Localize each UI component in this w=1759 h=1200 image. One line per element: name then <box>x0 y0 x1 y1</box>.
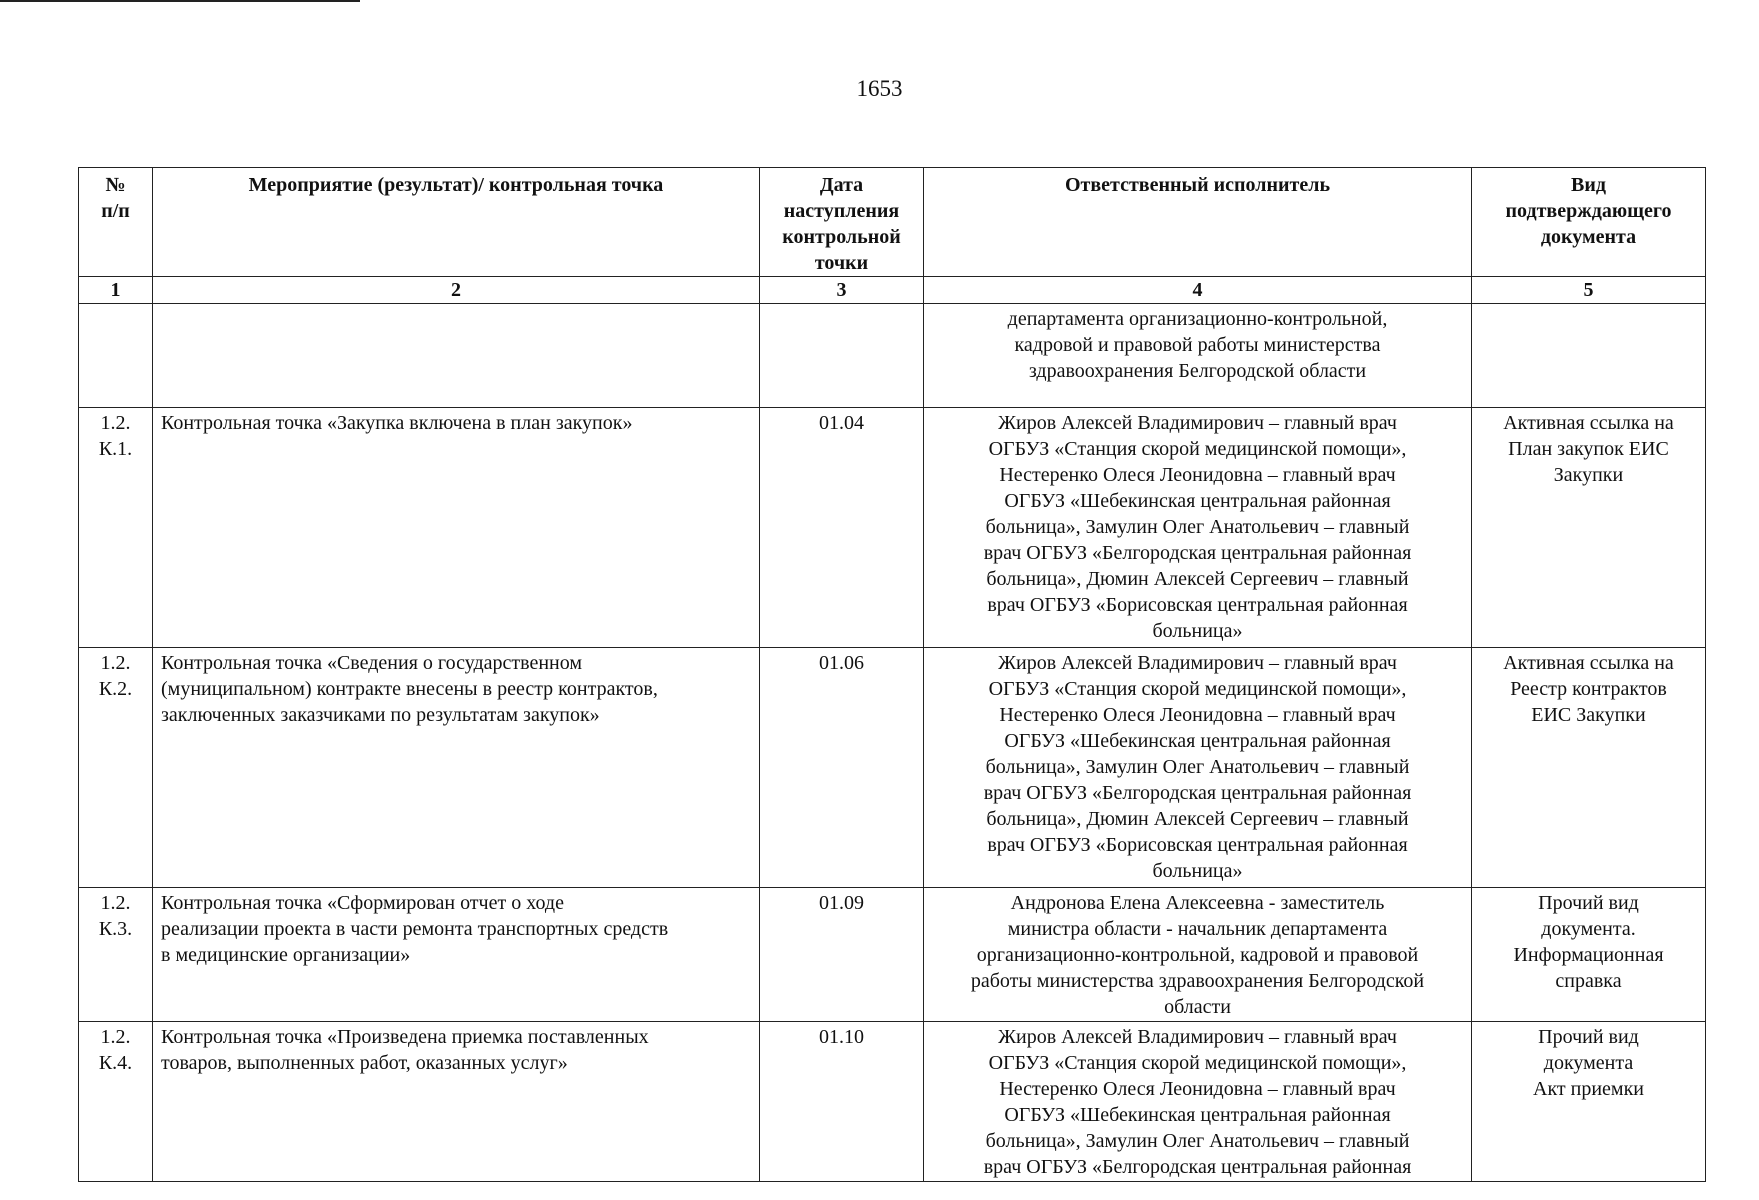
document-line: Реестр контрактов <box>1510 678 1667 700</box>
header-row <box>79 168 1706 277</box>
responsible-line: больница», Замулин Олег Анатольевич – главный <box>985 756 1410 778</box>
document-line: Акт приемки <box>1533 1078 1644 1100</box>
cell-date <box>760 304 924 408</box>
header-date <box>760 168 924 277</box>
responsible-line: больница», Дюмин Алексей Сергеевич – главный <box>986 808 1409 830</box>
cell-responsible <box>924 648 1472 888</box>
document-line: Активная ссылка на <box>1503 652 1674 674</box>
cell-date: 01.10 <box>760 1022 924 1182</box>
responsible-line: области <box>1164 996 1231 1018</box>
document-line: ЕИС Закупки <box>1531 704 1646 726</box>
responsible-line: врач ОГБУЗ «Белгородская центральная районная <box>983 542 1412 564</box>
top-rule <box>0 0 360 2</box>
responsible-line: Нестеренко Олеся Леонидовна – главный врач <box>999 704 1396 726</box>
header-date-line: Дата <box>819 174 864 196</box>
document-line: Активная ссылка на <box>1503 412 1674 434</box>
num-line: К.2. <box>98 678 133 700</box>
event-line: Контрольная точка «Сформирован отчет о ходе <box>161 892 564 914</box>
cell-event <box>153 888 760 1022</box>
cell-document <box>1472 304 1706 408</box>
cell-responsible <box>924 1022 1472 1182</box>
header-date-line: точки <box>814 252 869 274</box>
event-line: (муниципальном) контракте внесены в реестр контрактов, <box>161 678 658 700</box>
cell-num <box>79 648 153 888</box>
responsible-line: департамента организационно-контрольной, <box>1007 308 1388 330</box>
cell-date: 01.04 <box>760 408 924 648</box>
document-line: Прочий вид <box>1538 892 1639 914</box>
responsible-line: врач ОГБУЗ «Белгородская центральная районная <box>983 1156 1412 1178</box>
responsible-line: больница», Замулин Олег Анатольевич – главный <box>985 1130 1410 1152</box>
header-document-line: документа <box>1540 226 1637 248</box>
column-number: 4 <box>924 277 1472 304</box>
responsible-line: врач ОГБУЗ «Борисовская центральная районная <box>987 594 1408 616</box>
responsible-line: кадровой и правовой работы министерства <box>1014 334 1381 356</box>
responsible-line: больница», Дюмин Алексей Сергеевич – главный <box>986 568 1409 590</box>
cell-num <box>79 1022 153 1182</box>
column-number: 5 <box>1472 277 1706 304</box>
table-row <box>79 1022 1706 1182</box>
responsible-line: больница», Замулин Олег Анатольевич – главный <box>985 516 1410 538</box>
header-num-line: п/п <box>101 200 130 222</box>
responsible-line: организационно-контрольной, кадровой и правовой <box>976 944 1419 966</box>
cell-document <box>1472 888 1706 1022</box>
header-event: Мероприятие (результат)/ контрольная точка <box>153 168 760 277</box>
responsible-line: работы министерства здравоохранения Белгородской <box>970 970 1425 992</box>
num-line: 1.2. <box>100 652 131 674</box>
responsible-line: ОГБУЗ «Станция скорой медицинской помощи», <box>988 1052 1407 1074</box>
event-line: заключенных заказчиками по результатам закупок» <box>161 704 600 726</box>
column-number-row <box>79 277 1706 304</box>
table-row <box>79 648 1706 888</box>
responsible-line: Жиров Алексей Владимирович – главный врач <box>998 652 1397 674</box>
num-line: К.4. <box>98 1052 133 1074</box>
responsible-line: ОГБУЗ «Шебекинская центральная районная <box>1004 730 1391 752</box>
cell-responsible <box>924 304 1472 408</box>
page-number: 1653 <box>856 76 903 101</box>
cell-event <box>153 304 760 408</box>
header-responsible: Ответственный исполнитель <box>924 168 1472 277</box>
column-number: 3 <box>760 277 924 304</box>
document-line: Прочий вид <box>1538 1026 1639 1048</box>
event-line: в медицинские организации» <box>161 944 411 966</box>
control-points-table <box>78 167 1706 1182</box>
column-number: 1 <box>79 277 153 304</box>
cell-event <box>153 1022 760 1182</box>
num-line: 1.2. <box>100 412 131 434</box>
responsible-line: ОГБУЗ «Станция скорой медицинской помощи», <box>988 678 1407 700</box>
header-num <box>79 168 153 277</box>
column-number: 2 <box>153 277 760 304</box>
responsible-line: Жиров Алексей Владимирович – главный врач <box>998 412 1397 434</box>
event-line: реализации проекта в части ремонта транспортных средств <box>161 918 669 940</box>
cell-event <box>153 408 760 648</box>
event-line: Контрольная точка «Сведения о государственном <box>161 652 583 674</box>
document-line: документа <box>1543 1052 1634 1074</box>
num-line: К.3. <box>98 918 133 940</box>
header-document <box>1472 168 1706 277</box>
responsible-line: врач ОГБУЗ «Борисовская центральная районная <box>987 834 1408 856</box>
event-line: Контрольная точка «Закупка включена в план закупок» <box>161 412 633 434</box>
cell-num <box>79 888 153 1022</box>
document-line: Информационная <box>1513 944 1664 966</box>
num-line: К.1. <box>98 438 133 460</box>
document-line: справка <box>1555 970 1622 992</box>
responsible-line: Нестеренко Олеся Леонидовна – главный врач <box>999 464 1396 486</box>
cell-event <box>153 648 760 888</box>
responsible-line: министра области - начальник департамента <box>1007 918 1388 940</box>
cell-document <box>1472 648 1706 888</box>
cell-date: 01.09 <box>760 888 924 1022</box>
responsible-line: Жиров Алексей Владимирович – главный врач <box>998 1026 1397 1048</box>
responsible-line: ОГБУЗ «Станция скорой медицинской помощи», <box>988 438 1407 460</box>
header-num-line: № <box>105 174 126 196</box>
document-line: Закупки <box>1553 464 1624 486</box>
cell-num <box>79 408 153 648</box>
responsible-line: Нестеренко Олеся Леонидовна – главный врач <box>999 1078 1396 1100</box>
header-document-line: Вид <box>1571 174 1606 196</box>
event-line: товаров, выполненных работ, оказанных услуг» <box>161 1052 568 1074</box>
cell-num <box>79 304 153 408</box>
cell-document <box>1472 408 1706 648</box>
document-line: документа. <box>1541 918 1636 940</box>
continuation-row <box>79 304 1706 408</box>
cell-date: 01.06 <box>760 648 924 888</box>
responsible-line: врач ОГБУЗ «Белгородская центральная районная <box>983 782 1412 804</box>
header-document-line: подтверждающего <box>1505 200 1672 222</box>
header-date-line: наступления <box>783 200 900 222</box>
table-row <box>79 888 1706 1022</box>
responsible-line: здравоохранения Белгородской области <box>1028 360 1367 382</box>
num-line: 1.2. <box>100 892 131 914</box>
responsible-line: ОГБУЗ «Шебекинская центральная районная <box>1004 490 1391 512</box>
num-line: 1.2. <box>100 1026 131 1048</box>
document-line: План закупок ЕИС <box>1508 438 1669 460</box>
cell-document <box>1472 1022 1706 1182</box>
responsible-line: больница» <box>1152 620 1243 642</box>
responsible-line: ОГБУЗ «Шебекинская центральная районная <box>1004 1104 1391 1126</box>
cell-responsible <box>924 408 1472 648</box>
event-line: Контрольная точка «Произведена приемка поставленных <box>161 1026 649 1048</box>
responsible-line: больница» <box>1152 860 1243 882</box>
table-row <box>79 408 1706 648</box>
cell-responsible <box>924 888 1472 1022</box>
responsible-line: Андронова Елена Алексеевна - заместитель <box>1010 892 1385 914</box>
header-date-line: контрольной <box>782 226 901 248</box>
